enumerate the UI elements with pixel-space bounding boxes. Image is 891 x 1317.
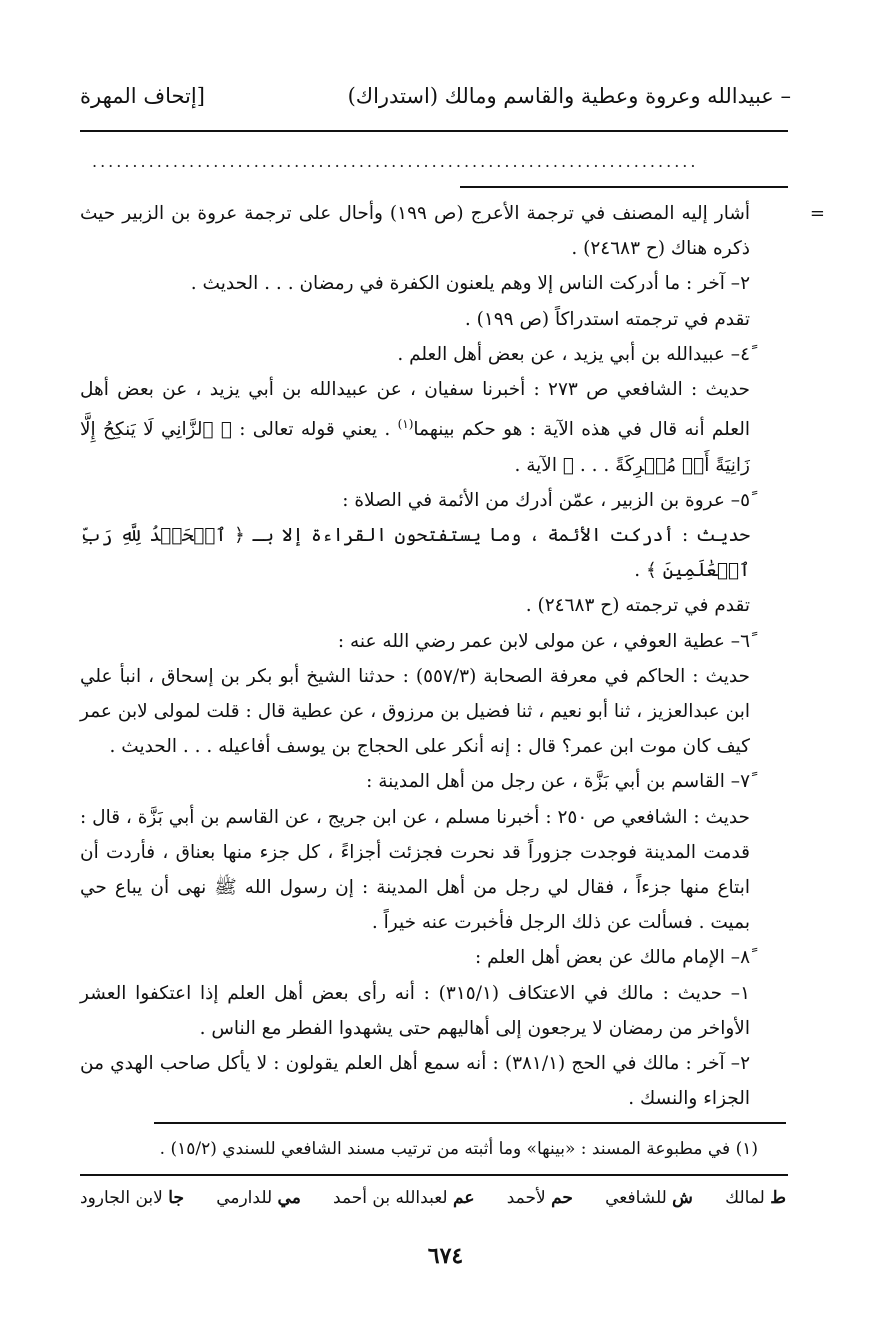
leader-dots: ........................................................................... [92,152,699,171]
paragraph: تقدم في ترجمته استدراكاً (ص ١٩٩) . [464,308,750,330]
footnote-ref: (١) [397,417,414,432]
footnote: (١) في مطبوعة المسند : «بينها» وما أثبته من ترتيب مسند الشافعي للسندي (١٥/٢) . [159,1139,758,1159]
main-text [80,196,786,1116]
running-header-book: [إتحاف المهرة [80,84,205,108]
section-rule [460,186,788,188]
abbreviation-item: جا لابن الجارود [80,1188,184,1208]
footnote-rule [154,1122,786,1124]
paragraph: ٧ً– القاسم بن أبي بَزَّة ، عن رجل من أهل المدينة : [366,771,750,793]
paragraph: ١– حديث : مالك في الاعتكاف (٣١٥/١) : أنه رأى بعض أهل العلم إذا اعتكفوا العشر الأواخر من رمضان لا يرجعون إلى أهاليهم حتى يشهدوا الفطر مع الناس . [80,982,750,1039]
footer-rule [80,1174,788,1176]
paragraph: حديث : الحاكم في معرفة الصحابة (٥٥٧/٣) : حدثنا الشيخ أبو بكر بن إسحاق ، انبأ علي ابن عبدالعزيز ، ثنا أبو نعيم ، ثنا فضيل بن مرزوق ، عن عطية قال : قلت لمولى لابن عمر كيف كان موت ابن عمر؟ قال : إنه أنكر على الحجاج بن يوسف أفاعيله . . . الحديث . [80,665,750,758]
paragraph: ٢– آخر : ما أدركت الناس إلا وهم يلعنون الكفرة في رمضان . . . الحديث . [190,273,750,295]
abbreviation-item: مي للدارمي [216,1188,301,1208]
paragraph: ٢– آخر : مالك في الحج (٣٨١/١) : أنه سمع أهل العلم يقولون : لا يأكل صاحب الهدي من الجزاء والنسك . [80,1053,750,1110]
paragraph: تقدم في ترجمته (ح ٢٤٦٨٣) . [525,595,750,617]
page-number: ٦٧٤ [427,1243,464,1269]
header-rule [80,130,788,132]
paragraph-text: . يعني قوله تعالى : ﴿ ٱلزَّانِي لَا يَنكِحُ إِلَّا زَانِيَةً أَوۡ مُشۡرِكَةً . . . ﴾ الآية . [80,419,750,476]
paragraph: أشار إليه المصنف في ترجمة الأعرج (ص ١٩٩) وأحال على ترجمة عروة بن الزبير حيث ذكره هناك (ح ٢٤٦٨٣) . [80,203,750,260]
abbreviation-item: عم لعبدالله بن أحمد [333,1188,475,1208]
paragraph: حديث : أدركت الأئمة ، وما يستفتحون القراءة إلا بـ ﴿ ٱلۡحَمۡدُ لِلَّهِ رَبِّ ٱلۡعَٰلَمِينَ ﴾ . [80,524,750,582]
paragraph: ٤ً– عبيدالله بن أبي يزيد ، عن بعض أهل العلم . [397,343,750,365]
abbreviation-item: ش للشافعي [605,1188,693,1208]
paragraph: حديث : الشافعي ص ٢٥٠ : أخبرنا مسلم ، عن ابن جريج ، عن القاسم بن أبي بَزَّة ، قال : قدمت المدينة فوجدت جزوراً قد نحرت فجزئت أجزاءً ، كل جزء منها بعناق ، فأردت أن ابتاع منها جزءاً ، فقال لي رجل من أهل المدينة : إن رسول الله ﷺ نهى أن يباع حي بميت . فسألت عن ذلك الرجل فأخبرت عنه خيراً . [80,806,750,934]
abbreviation-key [80,1188,786,1208]
running-header-title: – عبيدالله وعروة وعطية والقاسم ومالك (استدراك) [347,84,791,108]
continuation-mark: = [809,203,825,224]
paragraph: ٦ً– عطية العوفي ، عن مولى لابن عمر رضي الله عنه : [337,630,750,652]
paragraph-text: حديث : الشافعي ص ٢٧٣ : أخبرنا سفيان ، عن عبيدالله بن أبي يزيد ، عن بعض أهل العلم أنه قال في هذه الآية : هو حكم بينهما [80,379,751,441]
paragraph [80,372,786,483]
paragraph: ٨ً– الإمام مالك عن بعض أهل العلم : [475,947,750,969]
paragraph: ٥ً– عروة بن الزبير ، عمّن أدرك من الأئمة في الصلاة : [342,489,750,511]
abbreviation-item: ط لمالك [725,1188,786,1208]
abbreviation-item: حم لأحمد [506,1188,573,1208]
